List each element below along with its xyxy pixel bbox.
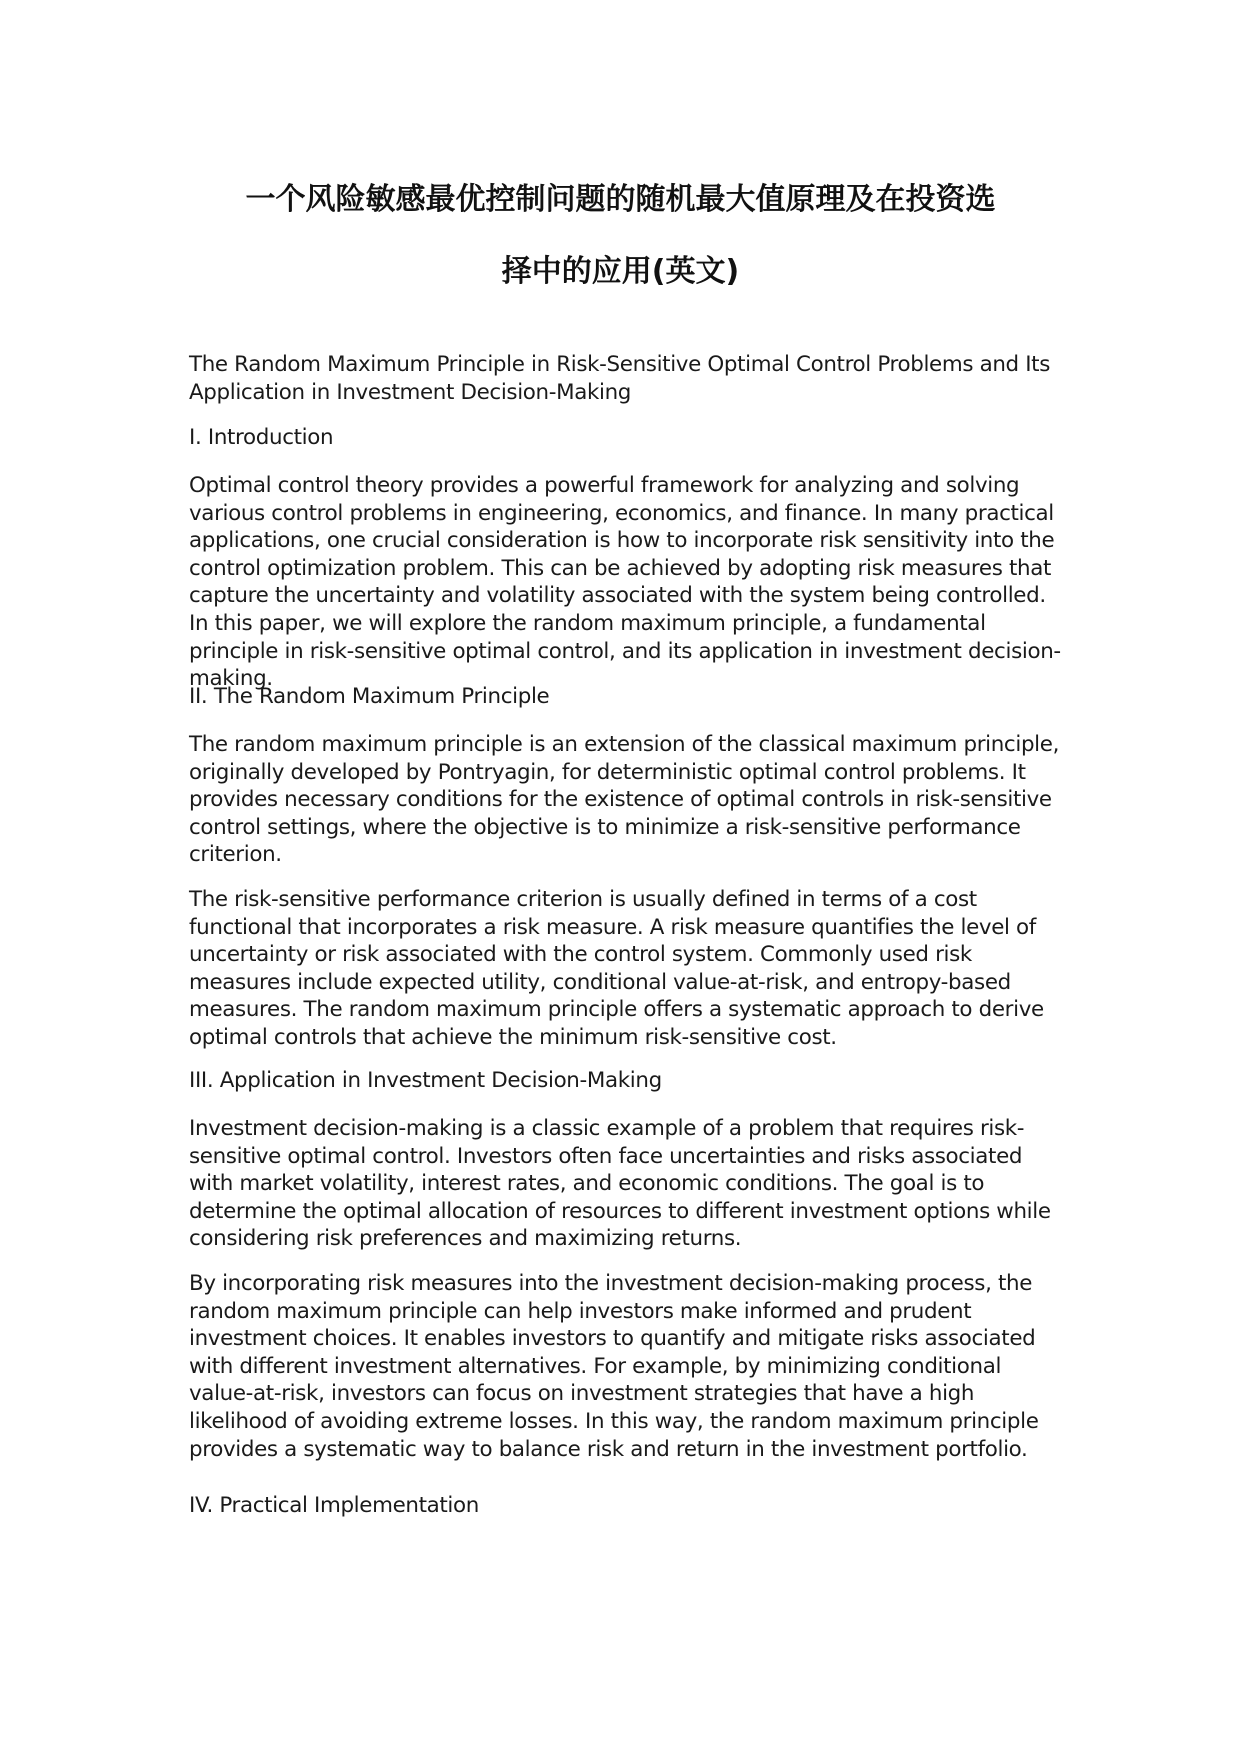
paragraph-risk-criterion: The risk-sensitive performance criterion is usually defined in terms of a cost functional that incorporates a risk measure. A risk measure quantifies the level of uncertainty or risk associated with the control system. Commonly used risk measures include expected utility, conditional value-at-risk, and entropy-based measures. The random maximum principle offers a systematic approach to derive optimal controls that achieve the minimum risk-sensitive cost. xyxy=(189,887,1044,1050)
section-heading-practical-implementation: IV. Practical Implementation xyxy=(189,1493,479,1518)
section-heading-introduction: I. Introduction xyxy=(189,425,334,450)
section-heading-random-maximum-principle: II. The Random Maximum Principle xyxy=(189,684,550,709)
paragraph-risk-measures-investment: By incorporating risk measures into the investment decision-making process, the random maximum principle can help investors make informed and prudent investment choices. It enables investors to quantify and mitigate risks associated with different investment alternatives. For example, by minimizing conditional value-at-risk, investors can focus on investment strategies that have a high likelihood of avoiding extreme losses. In this way, the random maximum principle provides a systematic way to balance risk and return in the investment portfolio. xyxy=(189,1271,1039,1462)
paragraph-principle-overview: The random maximum principle is an extension of the classical maximum principle, originally developed by Pontryagin, for deterministic optimal control problems. It provides necessary conditions for the existence of optimal controls in risk-sensitive control settings, where the objective is to minimize a risk-sensitive performance criterion. xyxy=(189,732,1060,868)
section-heading-application: III. Application in Investment Decision-Making xyxy=(189,1068,662,1093)
english-title: The Random Maximum Principle in Risk-Sensitive Optimal Control Problems and Its Application in Investment Decision-Making xyxy=(189,352,1051,405)
paragraph-investment-decision: Investment decision-making is a classic example of a problem that requires risk-sensitive optimal control. Investors often face uncertainties and risks associated with market volatility, interest rates, and economic conditions. The goal is to determine the optimal allocation of resources to different investment options while considering risk preferences and maximizing returns. xyxy=(189,1116,1051,1252)
document-title-line-2: 择中的应用(英文) xyxy=(501,254,740,289)
paragraph-introduction: Optimal control theory provides a powerful framework for analyzing and solving various control problems in engineering, economics, and finance. In many practical applications, one crucial consideration is how to incorporate risk sensitivity into the control optimization problem. This can be achieved by adopting risk measures that capture the uncertainty and volatility associated with the system being controlled. In this paper, we will explore the random maximum principle, a fundamental principle in risk-sensitive optimal control, and its application in investment decision-making. xyxy=(189,473,1061,692)
document-title-line-1: 一个风险敏感最优控制问题的随机最大值原理及在投资选 xyxy=(245,182,996,217)
